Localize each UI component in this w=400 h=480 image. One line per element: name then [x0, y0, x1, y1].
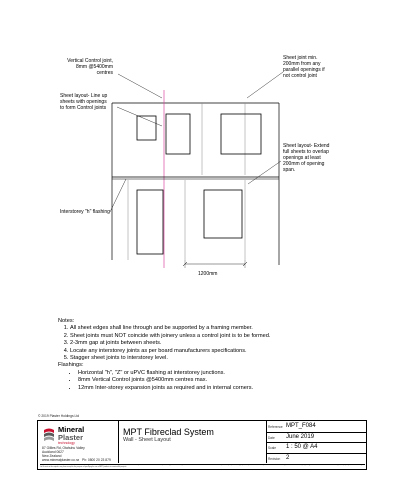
- note-item: 1. All sheet edges shall line through and be supported by a framing member.: [70, 325, 358, 332]
- door-opening: [137, 190, 163, 254]
- brand-name-line-1: Mineral: [58, 425, 85, 434]
- drawing-title-area: [118, 421, 267, 463]
- callout-line: Sheet layout- Line up: [60, 93, 108, 99]
- dimension-label: 1200mm: [198, 271, 218, 277]
- brand-name: [58, 426, 84, 445]
- reference-value: MPT_F084: [286, 423, 316, 429]
- drawing-title: MPT Fibreclad System: [123, 427, 214, 437]
- note-item: 4. Locate any interstorey joints as per board manufacturers specifications.: [70, 348, 358, 355]
- callout-line: span.: [283, 167, 296, 173]
- notes-section: [58, 318, 358, 392]
- callout-line: not control joint: [283, 73, 317, 79]
- revision-value: 2: [286, 454, 290, 461]
- window-opening: [166, 114, 190, 154]
- note-item: 3. 2-3mm gap at joints between sheets.: [70, 340, 358, 347]
- callout-line: to form Control joints: [60, 105, 107, 111]
- drawing-subtitle: Wall - Sheet Layout: [123, 437, 171, 443]
- date-value: June 2019: [286, 433, 315, 440]
- callout-sheet-layout-extend: [283, 143, 363, 173]
- flashings-heading: Flashings:: [58, 362, 84, 369]
- callout-line: full sheets to overlap: [283, 149, 329, 155]
- address-line: www.mineralplaster.co.nz: [42, 458, 80, 462]
- callout-control-joint: [45, 58, 113, 76]
- flashing-item: • 8mm Vertical Control joints @5400mm centres max.: [78, 377, 358, 384]
- window-opening: [204, 190, 242, 238]
- flashing-item: • 12mm Inter-storey expansion joints as required and in internal corners.: [78, 385, 358, 392]
- scale-value: 1 : 50 @ A4: [286, 444, 318, 450]
- callout-line: parallel openings if: [283, 67, 325, 73]
- brand-area: [38, 421, 119, 463]
- callout-line: 200mm of opening: [283, 161, 325, 167]
- flashing-item: • Horizontal "h", "Z" or uPVC flashing at interstorey junctions.: [78, 370, 358, 377]
- leader-line: [247, 72, 283, 98]
- disclaimer: TERMS OF USE Disclaimer: The information in detailed below as a guide for use of MPT products. Before using you should ensure that the product is suitable for use in the specified application. Nothing in this information constitutes a statement of fitness for particular purpose and appropriate expert advice is to always be obtained. Plaster Holdings Ltd makes no warranty regarding the use of this information. This drawing is the property of Plaster Holdings Ltd. It must not be copied in any form except for the purpose of specifying the use of MPT products in construction projects.: [40, 464, 365, 472]
- note-item: 5. Stagger sheet joints to interstorey level.: [70, 355, 358, 362]
- callout-line: openings at least: [283, 155, 321, 161]
- leader-line: [110, 179, 126, 212]
- note-item: 2. Sheet joints must NOT coincide with joinery unless a control joint is to be formed.: [70, 333, 358, 340]
- address-line: Auckland 0627: [42, 450, 64, 454]
- title-block: [37, 420, 367, 470]
- callout-line: Vertical Control joint,: [67, 58, 113, 64]
- company-address: [42, 446, 85, 462]
- brand-tagline: technology: [58, 441, 75, 445]
- notes-heading: Notes:: [58, 318, 75, 324]
- notes-list: [58, 325, 358, 362]
- callout-line: Sheet joint min.: [283, 55, 318, 61]
- callout-line: 8mm @5400mm: [75, 64, 113, 70]
- callout-interstorey-flashing: Interstorey "h" flashing: [60, 209, 110, 215]
- info-cells: [266, 421, 368, 463]
- revision-label: Revision: [268, 456, 281, 461]
- company-phone: Ph: 0800 20 23 879: [82, 458, 111, 462]
- mineral-plaster-logo-icon: [42, 427, 56, 443]
- address-line: New Zealand: [42, 454, 62, 458]
- brand-name-line-2: Plaster: [58, 432, 84, 442]
- callout-sheet-joint-min: [283, 55, 363, 79]
- callout-line: Sheet layout- Extend: [283, 143, 330, 149]
- callout-line: 200mm from any: [283, 61, 321, 67]
- revision-cell: [266, 453, 367, 464]
- address-line: 87 Gillies Rd, Otahuhu Valley: [42, 446, 85, 450]
- flashings-list: [58, 370, 358, 392]
- copyright-text: © 2019 Plaster Holdings Ltd: [38, 414, 80, 418]
- scale-label: Scale: [268, 446, 276, 450]
- callout-line: centres: [96, 70, 113, 76]
- window-opening: [221, 114, 261, 154]
- callout-line: sheets with openings: [60, 99, 107, 105]
- reference-label: Reference: [268, 425, 283, 429]
- date-label: Date: [268, 435, 275, 440]
- leader-line: [248, 161, 281, 184]
- callout-sheet-layout-line-up: [60, 93, 132, 111]
